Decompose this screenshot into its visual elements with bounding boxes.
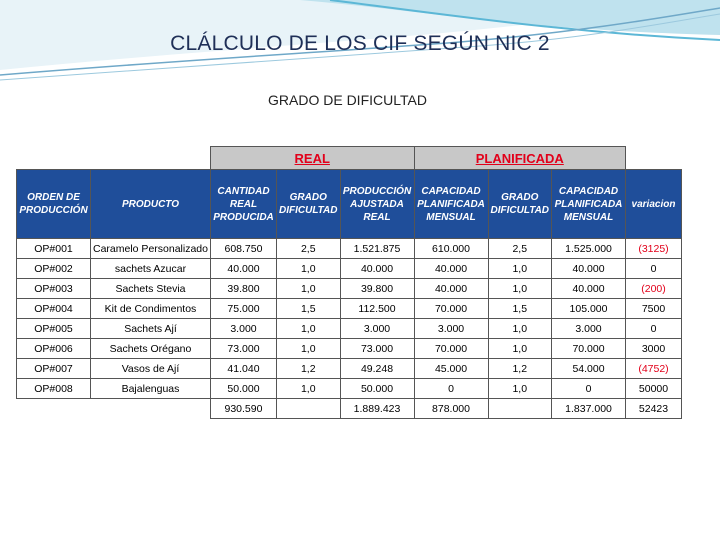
table-cell: 1,2 [488,359,552,379]
table-cell: (4752) [626,359,682,379]
column-header: CAPACIDAD PLANIFICADA MENSUAL [414,170,488,239]
table-cell: Vasos de Ají [91,359,211,379]
table-cell: sachets Azucar [91,259,211,279]
table-row [17,279,682,299]
table-cell: 39.800 [340,279,414,299]
table-cell: (200) [626,279,682,299]
column-header: GRADO DIFICULTAD [488,170,552,239]
table-cell: 1.525.000 [552,239,626,259]
table-cell: OP#001 [17,239,91,259]
table-cell: 70.000 [414,299,488,319]
table-cell: 1,0 [276,319,340,339]
column-header: PRODUCTO [91,170,211,239]
total-cell [276,399,340,419]
table-cell: Sachets Ají [91,319,211,339]
total-cell: 52423 [626,399,682,419]
table-cell: 45.000 [414,359,488,379]
table-cell: 0 [552,379,626,399]
table-cell: 1,0 [276,339,340,359]
table-cell: Sachets Stevia [91,279,211,299]
table-row [17,259,682,279]
slide-title: CLÁLCULO DE LOS CIF SEGÚN NIC 2 [170,32,550,55]
table-cell: 70.000 [552,339,626,359]
table-cell: Caramelo Personalizado [91,239,211,259]
table-cell: 1,2 [276,359,340,379]
table-cell: OP#004 [17,299,91,319]
table-cell: 1,5 [488,299,552,319]
total-cell [488,399,552,419]
total-cell: 1.837.000 [552,399,626,419]
table-row [17,359,682,379]
table-cell: 105.000 [552,299,626,319]
totals-row [17,399,682,419]
column-header: CAPACIDAD PLANIFICADA MENSUAL [552,170,626,239]
table-cell: 3.000 [552,319,626,339]
table-cell: Bajalenguas [91,379,211,399]
table-row [17,319,682,339]
table-cell: 1,0 [488,279,552,299]
table-cell: 70.000 [414,339,488,359]
table-cell: 40.000 [552,279,626,299]
section-header-row [17,147,682,170]
table-cell: 50000 [626,379,682,399]
table-cell: 40.000 [340,259,414,279]
table-cell: 0 [626,259,682,279]
table-cell: 1,0 [276,379,340,399]
table-cell: 54.000 [552,359,626,379]
table-cell: OP#007 [17,359,91,379]
table-cell: OP#005 [17,319,91,339]
total-cell: 930.590 [210,399,276,419]
table-cell: 50.000 [210,379,276,399]
table-cell: (3125) [626,239,682,259]
table-cell: 3.000 [414,319,488,339]
table-row [17,339,682,359]
column-header: GRADO DIFICULTAD [276,170,340,239]
cif-table [16,146,682,419]
table-cell: 50.000 [340,379,414,399]
table-cell: 40.000 [414,259,488,279]
table-cell: 1,5 [276,299,340,319]
table-cell: OP#003 [17,279,91,299]
table-cell: 608.750 [210,239,276,259]
total-cell: 1.889.423 [340,399,414,419]
section-planificada: PLANIFICADA [414,147,626,170]
table-cell: OP#006 [17,339,91,359]
column-header: CANTIDAD REAL PRODUCIDA [210,170,276,239]
table-cell: OP#008 [17,379,91,399]
table-cell: 3000 [626,339,682,359]
table-cell: 1,0 [276,259,340,279]
table-body [17,147,682,419]
table-cell: 39.800 [210,279,276,299]
table-row [17,239,682,259]
table-cell: 0 [626,319,682,339]
table-cell: 40.000 [552,259,626,279]
column-header-row [17,170,682,239]
table-cell: 75.000 [210,299,276,319]
table-cell: 1,0 [276,279,340,299]
table-cell: 7500 [626,299,682,319]
table-cell: 1.521.875 [340,239,414,259]
table-cell: 73.000 [210,339,276,359]
column-header: variacion [626,170,682,239]
table-cell: 40.000 [210,259,276,279]
table-cell: 1,0 [488,319,552,339]
column-header: PRODUCCIÓN AJUSTADA REAL [340,170,414,239]
table-row [17,379,682,399]
slide-subtitle: GRADO DE DIFICULTAD [268,92,427,108]
table-cell: 1,0 [488,259,552,279]
table-cell: Kit de Condimentos [91,299,211,319]
column-header: ORDEN DE PRODUCCIÓN [17,170,91,239]
table-cell: 40.000 [414,279,488,299]
table-cell: 49.248 [340,359,414,379]
table-cell: 1,0 [488,379,552,399]
table-cell: 73.000 [340,339,414,359]
table-cell: 3.000 [210,319,276,339]
table-row [17,299,682,319]
total-cell: 878.000 [414,399,488,419]
section-real: REAL [210,147,414,170]
table-cell: Sachets Orégano [91,339,211,359]
table-cell: 112.500 [340,299,414,319]
table-cell: 2,5 [276,239,340,259]
table-cell: 2,5 [488,239,552,259]
table-cell: 1,0 [488,339,552,359]
table-cell: 0 [414,379,488,399]
table-cell: 41.040 [210,359,276,379]
table-cell: 610.000 [414,239,488,259]
table-cell: OP#002 [17,259,91,279]
table-cell: 3.000 [340,319,414,339]
